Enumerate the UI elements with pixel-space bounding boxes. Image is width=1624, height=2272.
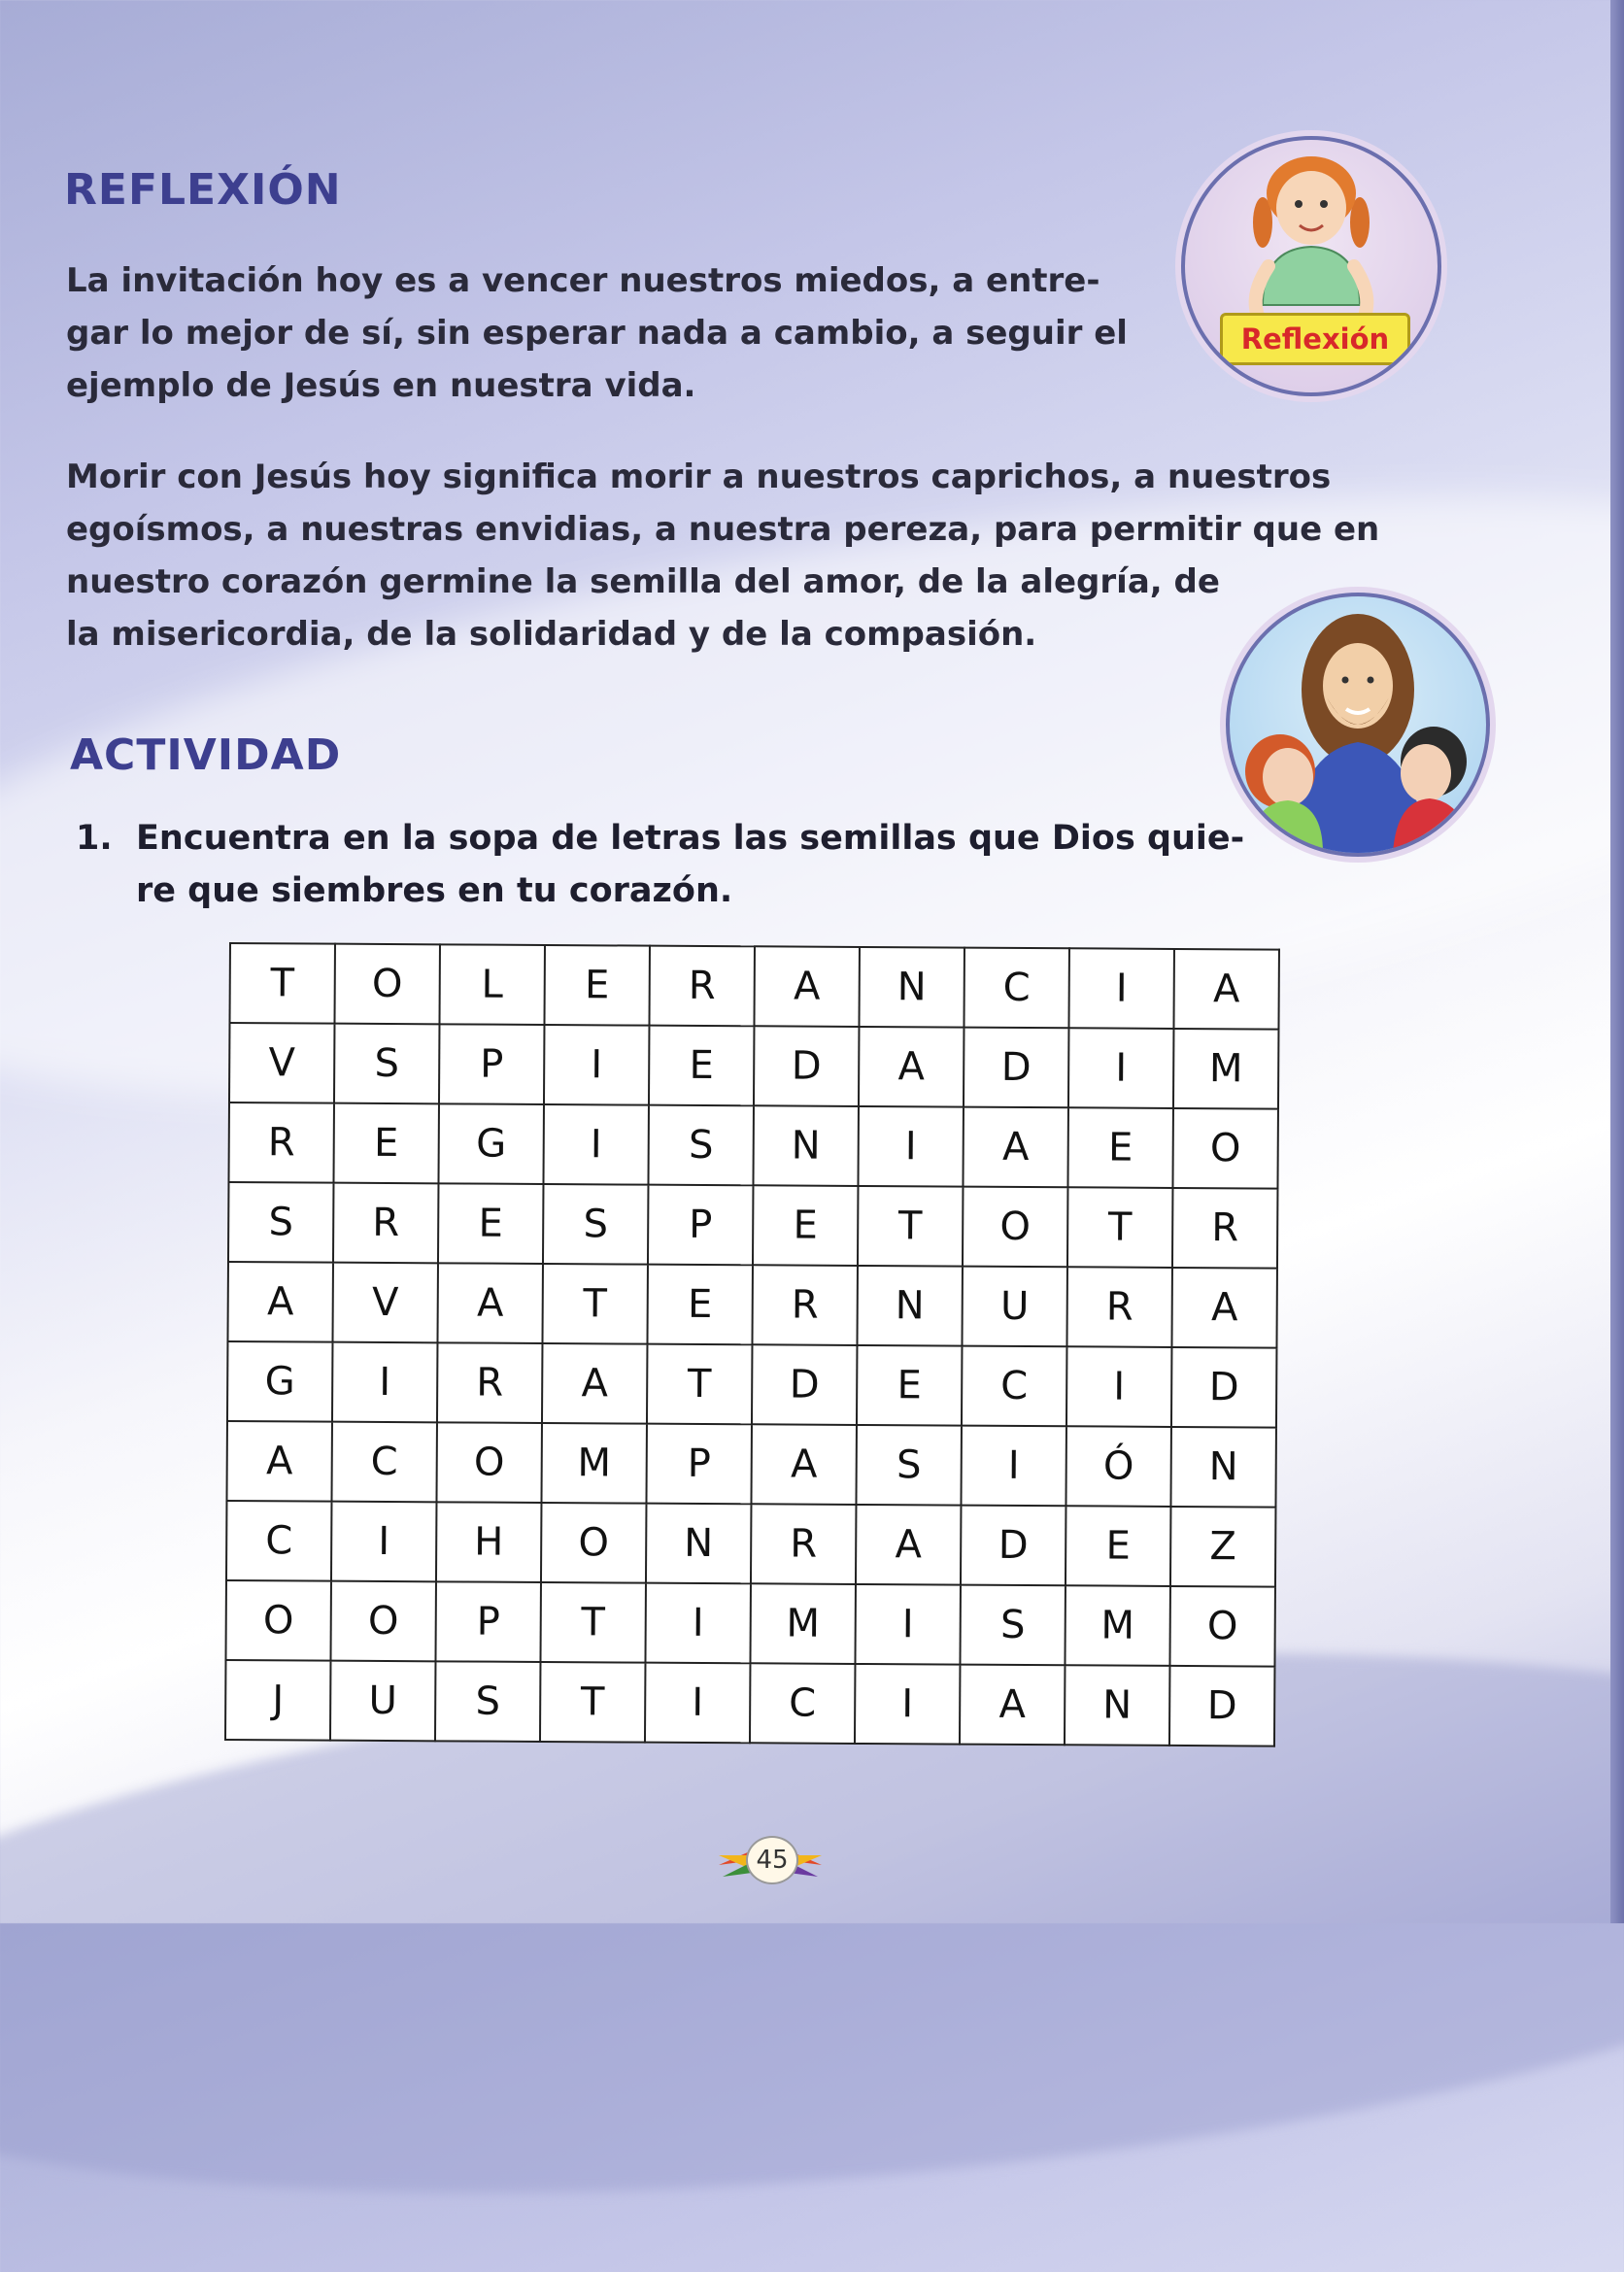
grid-cell: G bbox=[438, 1103, 543, 1184]
grid-cell: U bbox=[962, 1267, 1066, 1347]
grid-cell: O bbox=[436, 1422, 541, 1503]
activity-instruction bbox=[76, 812, 1245, 929]
grid-cell: J bbox=[225, 1660, 330, 1741]
reflexion-heading: REFLEXIÓN bbox=[64, 165, 342, 215]
grid-cell: C bbox=[964, 948, 1068, 1029]
grid-cell: I bbox=[855, 1584, 960, 1665]
grid-cell: N bbox=[1065, 1665, 1169, 1746]
grid-cell: I bbox=[1066, 1346, 1171, 1427]
grid-row bbox=[228, 1182, 1277, 1269]
page-number-ornament bbox=[717, 1826, 824, 1890]
grid-cell: T bbox=[229, 943, 334, 1024]
grid-cell: R bbox=[228, 1102, 333, 1183]
grid-cell: Ó bbox=[1066, 1426, 1170, 1507]
grid-cell: I bbox=[331, 1502, 436, 1582]
grid-cell: R bbox=[649, 946, 754, 1027]
grid-cell: P bbox=[439, 1024, 544, 1104]
grid-cell: R bbox=[437, 1342, 542, 1423]
grid-cell: E bbox=[544, 945, 649, 1026]
grid-cell: C bbox=[962, 1346, 1066, 1427]
actividad-heading: ACTIVIDAD bbox=[70, 730, 342, 780]
grid-cell: I bbox=[645, 1663, 750, 1744]
grid-row bbox=[227, 1262, 1276, 1348]
grid-cell: P bbox=[648, 1185, 753, 1266]
grid-cell: P bbox=[435, 1581, 540, 1662]
grid-row bbox=[229, 943, 1278, 1030]
grid-cell: M bbox=[1173, 1029, 1278, 1109]
grid-cell: S bbox=[543, 1184, 648, 1265]
grid-row bbox=[225, 1660, 1274, 1746]
grid-cell: D bbox=[754, 1026, 859, 1106]
grid-cell: C bbox=[226, 1501, 331, 1581]
grid-cell: N bbox=[857, 1266, 962, 1346]
grid-cell: I bbox=[858, 1106, 963, 1187]
grid-cell: E bbox=[1067, 1107, 1172, 1188]
grid-row bbox=[229, 1023, 1278, 1109]
grid-cell: I bbox=[961, 1426, 1066, 1507]
grid-cell: E bbox=[333, 1103, 438, 1184]
grid-row bbox=[226, 1421, 1275, 1508]
grid-cell: O bbox=[225, 1580, 330, 1661]
grid-cell: T bbox=[1067, 1187, 1172, 1268]
grid-cell: I bbox=[645, 1583, 750, 1664]
grid-cell: S bbox=[960, 1585, 1065, 1666]
grid-cell: E bbox=[1066, 1506, 1170, 1586]
grid-cell: A bbox=[1171, 1268, 1276, 1348]
grid-cell: A bbox=[1173, 949, 1278, 1030]
grid-cell: U bbox=[330, 1661, 435, 1742]
grid-cell: T bbox=[858, 1186, 963, 1267]
grid-cell: M bbox=[541, 1423, 646, 1504]
grid-cell: R bbox=[751, 1504, 856, 1584]
grid-cell: A bbox=[542, 1343, 647, 1424]
grid-cell: E bbox=[438, 1183, 543, 1264]
grid-cell: N bbox=[859, 947, 964, 1028]
grid-cell: A bbox=[960, 1665, 1065, 1746]
grid-cell: O bbox=[334, 944, 439, 1025]
grid-cell: A bbox=[859, 1027, 964, 1107]
grid-cell: S bbox=[228, 1182, 333, 1263]
reflexion-paragraph-2: Morir con Jesús hoy significa morir a nuestros caprichos, a nuestros egoísmos, a nuestras envidias, a nuestra pereza, para permitir que en nuestro corazón germine la semilla del amor, de la alegría, de la misericordia, de la solidaridad y de la compasión. bbox=[66, 458, 1380, 654]
reflexion-badge bbox=[1181, 136, 1441, 396]
grid-cell: O bbox=[963, 1187, 1067, 1268]
grid-cell: D bbox=[961, 1506, 1066, 1586]
grid-cell: A bbox=[751, 1424, 856, 1505]
activity-text: Encuentra en la sopa de letras las semillas que Dios quie- re que siembres en tu corazón. bbox=[136, 819, 1245, 910]
grid-cell: I bbox=[1068, 948, 1173, 1029]
grid-cell: E bbox=[649, 1026, 754, 1106]
grid-cell: A bbox=[227, 1262, 332, 1342]
reflexion-badge-label: Reflexión bbox=[1220, 313, 1410, 365]
reflexion-paragraph-1: La invitación hoy es a vencer nuestros miedos, a entre- gar lo mejor de sí, sin esperar nada a cambio, a seguir el ejemplo de Jesús en nuestra vida. bbox=[66, 261, 1128, 405]
grid-cell: D bbox=[964, 1028, 1068, 1108]
grid-cell: H bbox=[436, 1502, 541, 1582]
grid-cell: S bbox=[856, 1425, 961, 1506]
grid-cell: D bbox=[1171, 1347, 1276, 1428]
grid-row bbox=[225, 1580, 1274, 1667]
activity-number: 1. bbox=[76, 819, 113, 858]
grid-cell: O bbox=[1169, 1586, 1274, 1667]
grid-cell: G bbox=[227, 1341, 332, 1422]
grid-cell: T bbox=[540, 1582, 645, 1663]
grid-cell: T bbox=[647, 1344, 752, 1425]
grid-cell: C bbox=[750, 1663, 855, 1744]
grid-cell: I bbox=[855, 1664, 960, 1745]
grid-cell: E bbox=[647, 1265, 752, 1345]
grid-cell: S bbox=[334, 1024, 439, 1104]
grid-cell: A bbox=[963, 1107, 1067, 1188]
grid-cell: P bbox=[646, 1424, 751, 1505]
grid-cell: E bbox=[753, 1185, 858, 1266]
grid-cell: I bbox=[543, 1104, 648, 1185]
grid-cell: V bbox=[332, 1263, 437, 1343]
grid-cell: M bbox=[750, 1583, 855, 1664]
grid-cell: I bbox=[332, 1342, 437, 1423]
grid-cell: N bbox=[1170, 1427, 1275, 1508]
grid-cell: O bbox=[541, 1503, 646, 1583]
grid-cell: R bbox=[1066, 1267, 1171, 1347]
grid-cell: D bbox=[1169, 1666, 1274, 1746]
grid-cell: R bbox=[333, 1183, 438, 1264]
grid-cell: S bbox=[648, 1105, 753, 1186]
grid-cell: S bbox=[435, 1661, 540, 1742]
grid-cell: D bbox=[752, 1344, 857, 1425]
page-edge bbox=[1610, 0, 1624, 1923]
grid-cell: A bbox=[226, 1421, 331, 1502]
grid-cell: A bbox=[754, 946, 859, 1027]
grid-cell: V bbox=[229, 1023, 334, 1103]
grid-cell: R bbox=[752, 1265, 857, 1345]
grid-row bbox=[227, 1341, 1276, 1428]
grid-cell: M bbox=[1065, 1585, 1169, 1666]
grid-cell: N bbox=[753, 1105, 858, 1186]
grid-cell: I bbox=[1068, 1028, 1173, 1108]
grid-row bbox=[226, 1501, 1275, 1587]
grid-row bbox=[228, 1102, 1277, 1189]
grid-cell: I bbox=[544, 1025, 649, 1105]
grid-cell: O bbox=[1172, 1108, 1277, 1189]
grid-cell: T bbox=[540, 1662, 645, 1743]
grid-cell: T bbox=[542, 1264, 647, 1344]
grid-cell: C bbox=[331, 1422, 436, 1503]
grid-cell: E bbox=[857, 1345, 962, 1426]
grid-cell: N bbox=[646, 1504, 751, 1584]
grid-cell: Z bbox=[1170, 1507, 1275, 1587]
page-number: 45 bbox=[746, 1836, 798, 1884]
grid-cell: A bbox=[856, 1505, 961, 1585]
grid-cell: L bbox=[439, 944, 544, 1025]
grid-cell: R bbox=[1172, 1188, 1277, 1269]
grid-cell: A bbox=[437, 1263, 542, 1343]
grid-cell: O bbox=[330, 1581, 435, 1662]
word-search-grid bbox=[224, 942, 1280, 1747]
